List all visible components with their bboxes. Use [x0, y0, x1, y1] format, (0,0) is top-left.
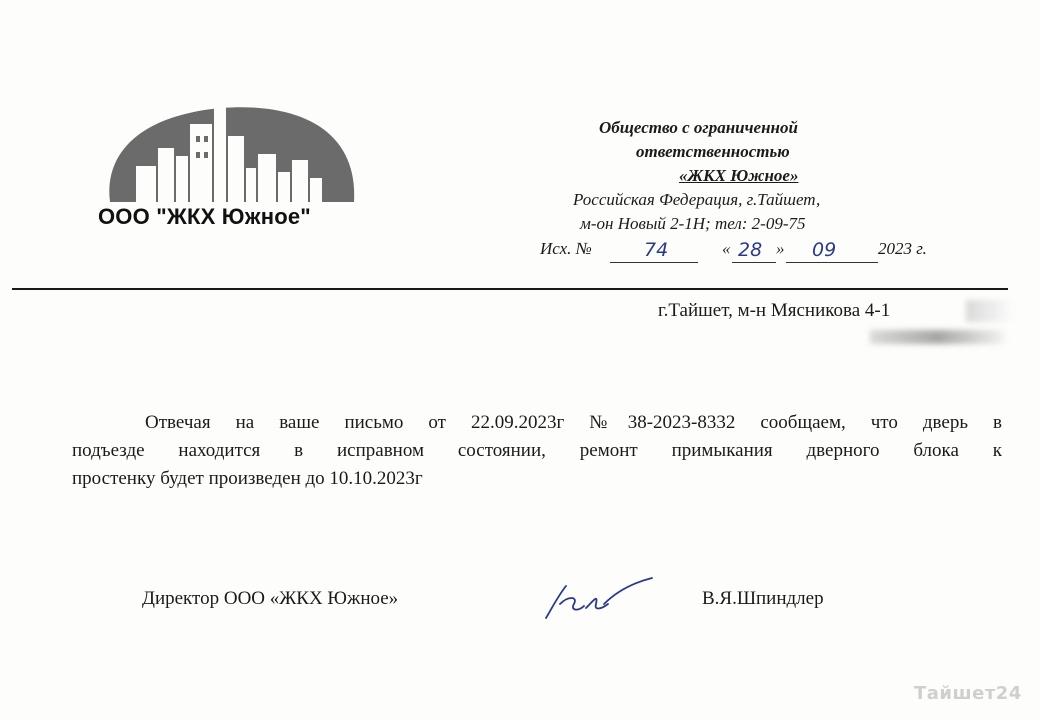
month-blank: [786, 262, 878, 263]
redacted-recipient-name: [870, 330, 1005, 344]
org-name-line-2: ответственностью: [636, 142, 790, 161]
outgoing-number-line: [540, 239, 960, 265]
date-quote-open: «: [722, 239, 731, 258]
logo-buildings-graphic: [96, 96, 366, 206]
redacted-area: [966, 300, 1012, 322]
outgoing-day-handwritten: 28: [738, 239, 763, 261]
body-line: подъезде находится в исправном состоянии, ремонт примыкания дверного блока к: [72, 440, 1002, 461]
body-line: простенку будет произведен до 10.10.2023г: [72, 468, 423, 489]
day-blank: [732, 262, 776, 263]
logo-company-name: ООО "ЖКХ Южное": [98, 204, 311, 229]
signatory-name: В.Я.Шпиндлер: [702, 588, 824, 609]
org-name-line-1: Общество с ограниченной: [599, 118, 798, 137]
company-logo: [96, 96, 366, 241]
letter-body: [72, 409, 1002, 493]
outgoing-number-handwritten: 74: [644, 239, 669, 261]
org-contact-line: м-он Новый 2-1Н; тел: 2-09-75: [580, 214, 806, 233]
signatory-position: Директор ООО «ЖКХ Южное»: [142, 588, 399, 609]
body-line: Отвечая на ваше письмо от 22.09.2023г №38-2023-8332 сообщаем, что дверь в: [145, 412, 1002, 433]
outgoing-month-handwritten: 09: [812, 239, 837, 261]
org-address-line: Российская Федерация, г.Тайшет,: [573, 190, 821, 209]
site-watermark: Тайшет24: [914, 683, 1022, 704]
number-blank: [610, 262, 698, 263]
handwritten-signature-icon: [538, 574, 658, 624]
outgoing-year: 2023 г.: [878, 239, 927, 258]
org-name-line-3: «ЖКХ Южное»: [679, 166, 799, 185]
recipient-address: г.Тайшет, м-н Мясникова 4-1: [658, 300, 891, 321]
header-divider: [12, 288, 1008, 290]
date-quote-close: »: [776, 239, 785, 258]
outgoing-prefix: Исх. №: [540, 239, 592, 258]
